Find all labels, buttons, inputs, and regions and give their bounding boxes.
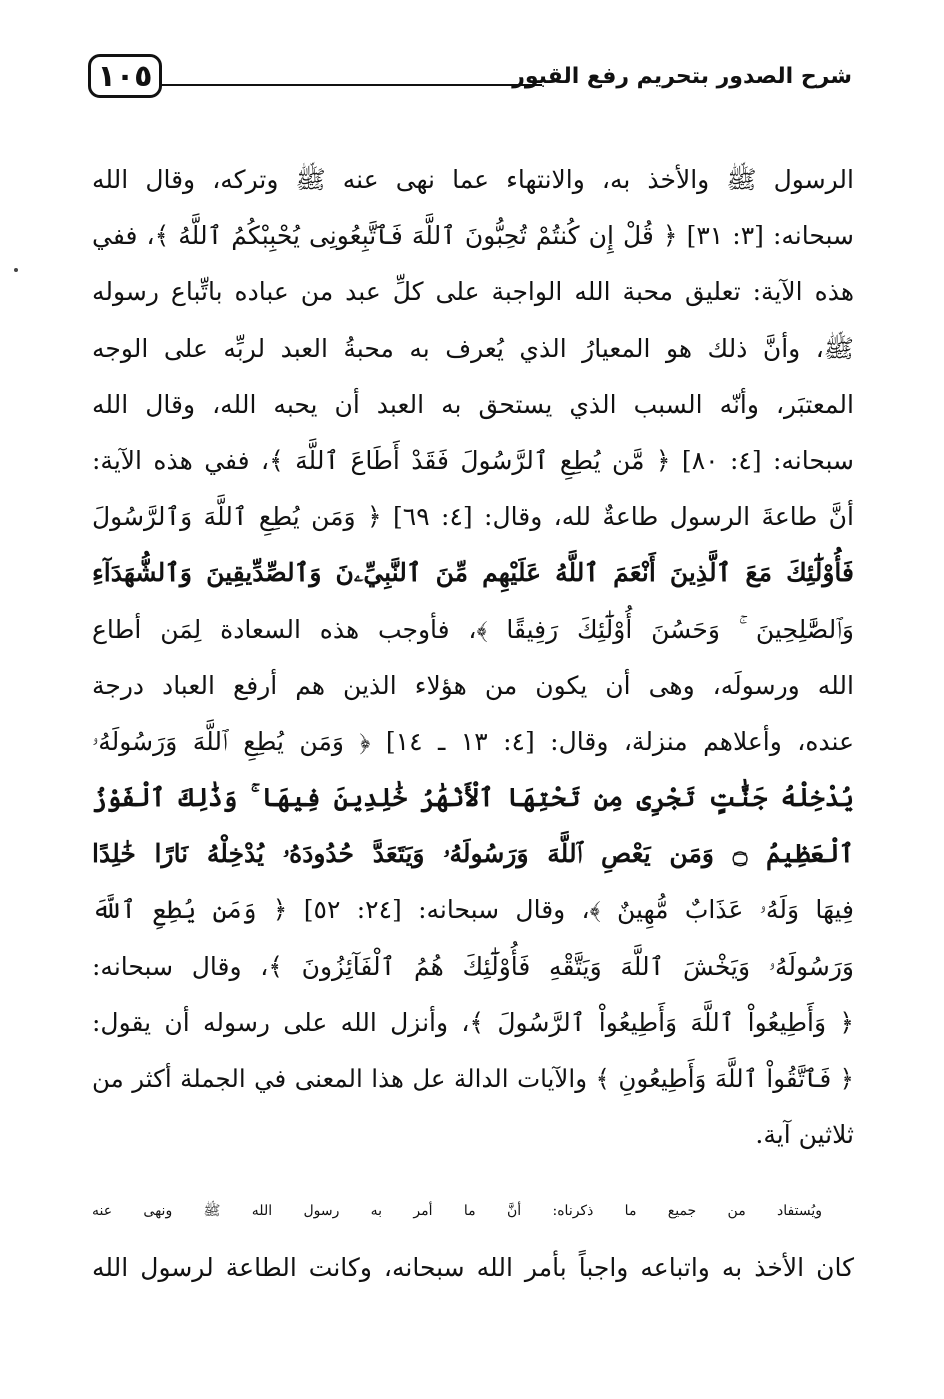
- text-line: سبحانه: [٤: ٨٠] ﴿ مَّن يُطِعِ ٱلرَّسُولَ فَقَدْ أَطَاعَ ٱللَّهَ ﴾، ففي هذه الآية:: [92, 445, 854, 475]
- paragraph-start-line: ويُستفاد من جميع ما ذكرناه: أنَّ ما أمر به رسول الله ﷺ ونهى عنه: [92, 1203, 822, 1220]
- text-line: ﴿ فَٱتَّقُواْ ٱللَّهَ وَأَطِيعُونِ ﴾ والآيات الدالة عل هذا المعنى في الجملة أكثر من: [92, 1064, 854, 1093]
- text-line: سبحانه: [٣: ٣١] ﴿ قُلْ إِن كُنتُمْ تُحِبُّونَ ٱللَّهَ فَٱتَّبِعُونِى يُحْبِبْكُمُ ٱللَّهُ ﴾، ففي: [92, 221, 855, 251]
- quran-verse-line: ٱلْعَظِيمُ ۝ وَمَن يَعْصِ ٱللَّهَ وَرَسُولَهُۥ وَيَتَعَدَّ حُدُودَهُۥ يُدْخِلْهُ نَارًا خَٰلِدًا: [92, 839, 854, 869]
- quran-verse-line: فَأُوْلَٰٓئِكَ مَعَ ٱلَّذِينَ أَنْعَمَ ٱللَّهُ عَلَيْهِم مِّنَ ٱلنَّبِيِّۦنَ وَٱلصِّدِّيقِينَ وَٱلشُّهَدَآءِ: [92, 558, 854, 588]
- scan-speck: [14, 268, 18, 272]
- paragraph-end-line: ثلاثين آية.: [755, 1120, 854, 1150]
- text-line: أنَّ طاعةَ الرسول طاعةٌ لله، وقال: [٤: ٦٩] ﴿ وَمَن يُطِعِ ٱللَّهَ وَٱلرَّسُولَ: [92, 502, 854, 532]
- text-line: المعتبَر، وأنّه السبب الذي يستحق به العبد أن يحبه الله، وقال الله: [92, 389, 854, 419]
- quran-verse-line: يُدْخِلْهُ جَنَّٰتٍ تَجْرِى مِن تَحْتِهَا ٱلْأَنْهَٰرُ خَٰلِدِينَ فِيهَا ۚ وَذَٰلِكَ ٱلْفَوْزُ: [92, 783, 854, 813]
- running-title: شرح الصدور بتحريم رفع القبور: [512, 64, 852, 89]
- running-header: [88, 50, 852, 106]
- text-line: ﴿ وَأَطِيعُواْ ٱللَّهَ وَأَطِيعُواْ ٱلرَّسُولَ ﴾، وأنزل الله على رسوله أن يقول:: [92, 1007, 854, 1037]
- header-rule: [162, 84, 542, 86]
- text-line: الرسول ﷺ والأخذ به، والانتهاء عما نهى عنه ﷺ وتركه، وقال الله: [92, 165, 854, 194]
- text-line: وَرَسُولَهُۥ وَيَخْشَ ٱللَّهَ وَيَتَّقْهِ فَأُوْلَٰٓئِكَ هُمُ ٱلْفَآئِزُونَ ﴾، وقال سبحانه:: [92, 951, 854, 981]
- body-text: [92, 152, 854, 1296]
- text-line: الله ورسولَه، وهى أن يكون من هؤلاء الذين هم أرفع العباد درجة: [92, 670, 854, 700]
- text-line: عنده، وأعلاهم منزلة، وقال: [٤: ١٣ ـ ١٤] ﴿ وَمَن يُطِعِ ٱللَّهَ وَرَسُولَهُۥ: [92, 726, 854, 756]
- text-line: ﷺ، وأنَّ ذلك هو المعيارُ الذي يُعرف به محبةُ العبد لربِّه على الوجه: [92, 333, 854, 363]
- text-line: وَٱلصَّٰلِحِينَ ۚ وَحَسُنَ أُوْلَٰٓئِكَ رَفِيقًا ﴾، فأوجب هذه السعادة لِمَن أطاع: [92, 614, 854, 644]
- page-number: ١٠٥: [88, 54, 162, 98]
- text-line: هذه الآية: تعليق محبة الله الواجبة على كلِّ عبد من عباده باتِّباع رسوله: [92, 277, 854, 307]
- text-line: كان الأخذ به واتباعه واجباً بأمر الله سبحانه، وكانت الطاعة لرسول الله: [92, 1252, 854, 1282]
- text-line: فِيهَا وَلَهُۥ عَذَابٌ مُّهِينٌ ﴾، وقال سبحانه: [٢٤: ٥٢] ﴿ وَمَن يُطِعِ ٱللَّهَ: [92, 895, 854, 925]
